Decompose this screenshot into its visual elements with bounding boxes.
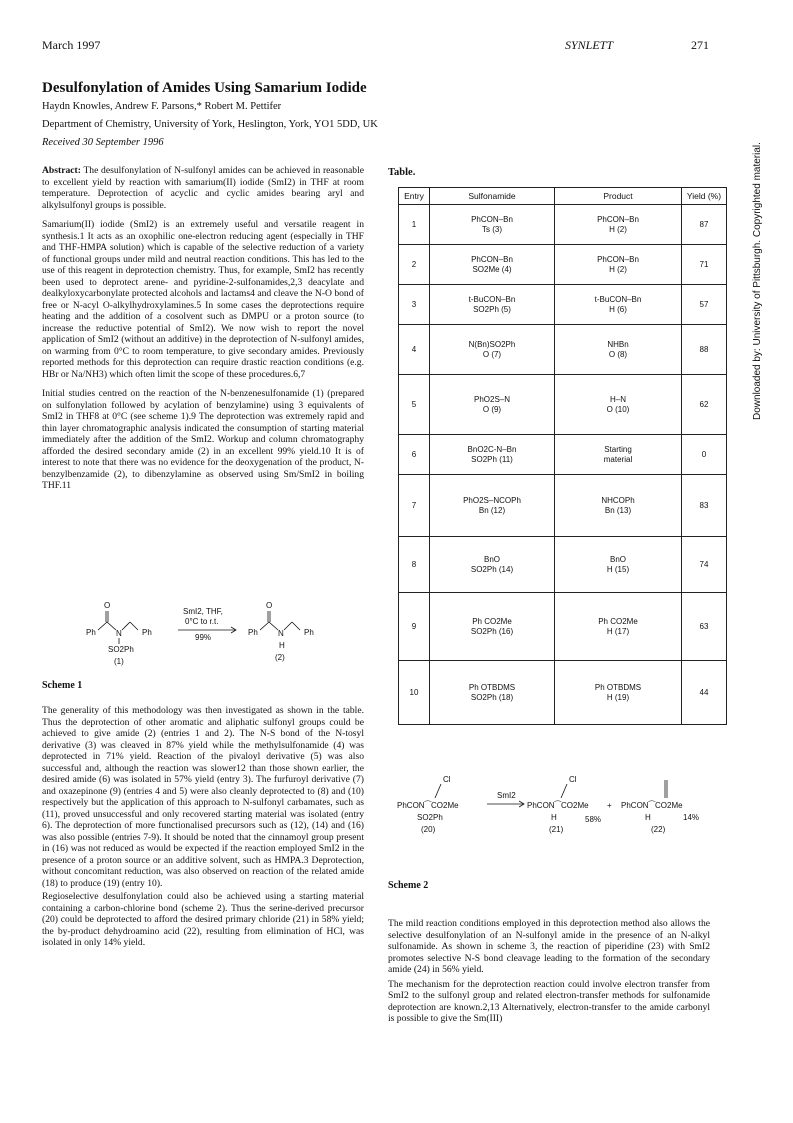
table-row xyxy=(399,537,727,593)
scheme2-right-label: (22) xyxy=(651,825,666,834)
structure-line: Bn (13) xyxy=(604,505,632,515)
structure-line: PhCON–Bn xyxy=(471,214,513,224)
structure-line: H (2) xyxy=(609,264,627,274)
scheme2-left-label: (20) xyxy=(421,825,436,834)
structure-line: N(Bn)SO2Ph xyxy=(468,339,516,349)
cell-sulfonamide xyxy=(430,475,555,537)
structure-line: PhCON–Bn xyxy=(597,214,639,224)
structure-line: H (19) xyxy=(606,692,630,702)
cell-entry: 1 xyxy=(399,205,430,245)
received-date: Received 30 September 1996 xyxy=(42,137,164,148)
scheme2-right: PhCON⁀CO2Me xyxy=(621,801,683,810)
header-journal: SYNLETT xyxy=(565,38,614,52)
cell-product xyxy=(555,475,682,537)
affiliation: Department of Chemistry, University of York, Heslington, York, YO1 5DD, UK xyxy=(42,119,378,130)
cell-yield: 88 xyxy=(682,325,727,375)
scheme1-ph: Ph xyxy=(86,628,96,637)
abstract-label: Abstract: xyxy=(42,165,81,176)
scheme2-mid-label: (21) xyxy=(549,825,564,834)
paragraph: Regioselective desulfonylation could also be achieved using a starting material containing a carbon-chlorine bond (scheme 2). Thus the serine-derived precursor (20) could be deprotected to afford the desired primary chloride (21) in 58% yield; the by-product dehydroamino acid (22), resulting from elimination of HCl, was isolated in only 14% yield. xyxy=(42,891,364,948)
table-row xyxy=(399,435,727,475)
structure-line: PhO2S–N xyxy=(473,394,511,404)
cell-entry: 10 xyxy=(399,661,430,725)
abstract xyxy=(42,165,364,211)
scheme2-reagent: SmI2 xyxy=(497,791,516,800)
header-page-number: 271 xyxy=(691,38,709,52)
cell-sulfonamide xyxy=(430,245,555,285)
structure-line: PhO2S–NCOPh xyxy=(463,495,521,505)
cell-yield: 44 xyxy=(682,661,727,725)
cell-entry: 8 xyxy=(399,537,430,593)
structure-line: SO2Ph (18) xyxy=(470,692,514,702)
cell-sulfonamide xyxy=(430,205,555,245)
scheme2-mid-yield: 58% xyxy=(585,815,602,824)
scheme-1-label: Scheme 1 xyxy=(42,680,83,691)
paragraph: The mechanism for the deprotection reaction could involve electron transfer from SmI2 to the sulfonyl group and related electron-transfer methods for sulfonamide deprotection are known.2,13 Alternatively, electron-transfer to the amide carbonyl is possible to give the Sm(III) xyxy=(388,978,710,1024)
scheme1-left-label: (1) xyxy=(114,657,124,666)
structure-line: t-BuCON–Bn xyxy=(468,294,516,304)
scheme1-n2: N xyxy=(278,629,284,638)
paragraph: Samarium(II) iodide (SmI2) is an extremely useful and versatile reagent in synthesis.1 It acts as an oxophilic one-electron reducing agent (especially in THF and THF-HMPA solution) which is capable of the selective reduction of a variety of functional groups under mild and neutral reaction conditions. This has led to the use of this reagent in deprotection chemistry. Thus, for example, SmI2 has recently been used to deprotect arene- and pyridine-2-sulfonamides,2,3 deacylate and dealkyloxycarbonylate protected alcohols and lactams4 and cleave the N-O bond of free or N-acyl O-alkylhydroxylamines.5 In some cases the deprotections require heating and the addition of a cosolvent such as DMPU or a proton source (to increase the reductive potential of SmI2). We now wish to report the novel application of SmI2 (without an additive) in the deprotection of N-sulfonyl amides, on warming from 0°C to room temperature, to give secondary amides. Previously reported methods for this deprotection can require drastic reaction conditions (e.g. HBr or Na/NH3) which often limit the scope of these procedures.6,7 xyxy=(42,219,364,380)
structure-line: O (10) xyxy=(606,404,630,414)
cell-yield: 83 xyxy=(682,475,727,537)
table-header-row xyxy=(399,188,727,205)
paragraph: The mild reaction conditions employed in this deprotection method also allows the selective desulfonylation of an N-sulfonyl amide in the presence of an N-alkyl sulfonamide. As shown in scheme 3, the reaction of piperidine (23) with SmI2 promotes selective N-S bond cleavage leading to the formation of the secondary amide (24) in 56% yield. xyxy=(388,918,710,975)
scheme2-left: PhCON⁀CO2Me xyxy=(397,801,459,810)
structure-line: SO2Ph (14) xyxy=(470,564,514,574)
structure-line: BnO xyxy=(609,554,626,564)
scheme1-condition: 0°C to r.t. xyxy=(185,617,219,626)
scheme1-ph2: Ph xyxy=(142,628,152,637)
structure-line: O (9) xyxy=(482,404,502,414)
col-header-product: Product xyxy=(555,188,682,205)
cell-product xyxy=(555,593,682,661)
cell-product xyxy=(555,661,682,725)
results-table xyxy=(398,187,727,725)
cell-entry: 3 xyxy=(399,285,430,325)
scheme1-n: N xyxy=(116,629,122,638)
header-date: March 1997 xyxy=(42,38,101,52)
structure-line: material xyxy=(603,454,633,464)
structure-line: t-BuCON–Bn xyxy=(594,294,642,304)
scheme2-mid: PhCON⁀CO2Me xyxy=(527,801,589,810)
structure-line: Starting xyxy=(604,444,632,454)
left-column-lower xyxy=(42,705,364,951)
structure-line: O (7) xyxy=(482,349,502,359)
scheme-2-diagram xyxy=(395,770,735,850)
cell-product xyxy=(555,375,682,435)
table-row xyxy=(399,661,727,725)
structure-line: SO2Ph (11) xyxy=(471,454,513,464)
cell-product xyxy=(555,245,682,285)
structure-line: H (15) xyxy=(606,564,630,574)
cell-yield: 71 xyxy=(682,245,727,285)
cell-yield: 87 xyxy=(682,205,727,245)
structure-line: BnO xyxy=(483,554,500,564)
cell-entry: 4 xyxy=(399,325,430,375)
structure-line: SO2Ph (5) xyxy=(473,304,511,314)
table-row xyxy=(399,245,727,285)
col-header-entry: Entry xyxy=(399,188,430,205)
scheme2-plus: + xyxy=(607,801,612,810)
cell-sulfonamide xyxy=(430,375,555,435)
scheme2-mid-sub: H xyxy=(551,813,557,822)
cell-product xyxy=(555,435,682,475)
scheme1-yield: 99% xyxy=(195,633,212,642)
structure-line: H (2) xyxy=(609,224,627,234)
cell-sulfonamide xyxy=(430,593,555,661)
right-column xyxy=(388,918,710,1028)
cell-product xyxy=(555,537,682,593)
scheme2-right-yield: 14% xyxy=(683,813,700,822)
paragraph: Initial studies centred on the reaction of the N-benzenesulfonamide (1) (prepared on sulfonylation followed by acylation of benzylamine) using 3 equivalents of SmI2 in THF8 at 0°C (see scheme 1).9 The deprotection was extremely rapid and thin layer chromatographic analysis indicated the consumption of starting material immediately after the addition of the SmI2. Workup and column chromatography afforded the desired secondary amide (2) in an excellent 99% yield.10 It is of interest to note that there was no evidence for the deoxygenation of the product, N-benzylbenzamide (2), to dibenzylamine as observed using Sm/SmI2 in boiling THF.11 xyxy=(42,388,364,491)
scheme1-ph4: Ph xyxy=(304,628,314,637)
scheme1-so2ph: SO2Ph xyxy=(108,645,134,654)
scheme-1-diagram xyxy=(60,600,360,675)
cell-sulfonamide xyxy=(430,661,555,725)
scheme2-cl2: Cl xyxy=(569,775,577,784)
cell-sulfonamide xyxy=(430,537,555,593)
cell-entry: 2 xyxy=(399,245,430,285)
structure-line: SO2Ph (16) xyxy=(470,626,514,636)
cell-sulfonamide xyxy=(430,435,555,475)
scheme1-reagent: SmI2, THF, xyxy=(183,607,223,616)
scheme2-right-sub: H xyxy=(645,813,651,822)
cell-entry: 9 xyxy=(399,593,430,661)
scheme1-ph3: Ph xyxy=(248,628,258,637)
structure-line: H (17) xyxy=(606,626,630,636)
cell-entry: 6 xyxy=(399,435,430,475)
table-row xyxy=(399,205,727,245)
abstract-text: The desulfonylation of N-sulfonyl amides can be achieved in reasonable to excellent yield by reaction with samarium(II) iodide (SmI2) in THF at room temperature. Deprotection of acyclic and cyclic amides bearing aryl and alkylsulfonyl groups is possible. xyxy=(42,165,364,211)
authors: Haydn Knowles, Andrew F. Parsons,* Robert M. Pettifer xyxy=(42,101,282,112)
cell-yield: 63 xyxy=(682,593,727,661)
table-row xyxy=(399,593,727,661)
left-column xyxy=(42,165,364,500)
structure-line: PhCON–Bn xyxy=(597,254,639,264)
scheme-2-label: Scheme 2 xyxy=(388,880,429,891)
cell-yield: 57 xyxy=(682,285,727,325)
scheme1-o: O xyxy=(104,601,111,610)
col-header-yield: Yield (%) xyxy=(682,188,727,205)
structure-line: H–N xyxy=(609,394,626,404)
col-header-sulfonamide: Sulfonamide xyxy=(430,188,555,205)
cell-sulfonamide xyxy=(430,285,555,325)
structure-line: Ph CO2Me xyxy=(598,616,638,626)
table-row xyxy=(399,375,727,435)
structure-line: PhCON–Bn xyxy=(471,254,513,264)
structure-line: Ph CO2Me xyxy=(472,616,512,626)
scheme2-left-sub: SO2Ph xyxy=(417,813,443,822)
structure-line: Ts (3) xyxy=(482,224,502,234)
structure-line: O (8) xyxy=(608,349,628,359)
scheme1-o2: O xyxy=(266,601,273,610)
scheme1-h: H xyxy=(279,641,285,650)
structure-line: NHCOPh xyxy=(601,495,635,505)
paragraph: The generality of this methodology was then investigated as shown in the table. Thus the deprotection of other aromatic and aliphatic sulfonyl groups could be achieved to give amide (2) (entries 1 and 2). The N-S bond of the N-tosyl derivative (3) was cleaved in 87% yield while the methylsulfonamide (4) was deprotected in 71% yield. Reaction of the pivaloyl derivative (5) was also successful and, although the reaction was slower12 than those shown earlier, the desired amide (6) was isolated in 57% yield (entry 3). The furfuroyl derivative (7) and oxazepinone (9) (entries 4 and 5) were also cleanly deprotected to (8) and (10) respectively but the application of this approach to N-sulfonyl carbamates, such as (11), proved unsuccessful and only recovered starting material was isolated (entry 6). The deprotection of more functionalised precursors such as (12), (14) and (16) was also possible (entries 7-9). It should be noted that the cinnamoyl group present in (16) was not reduced as would be expected if the reaction employed SmI2 in the presence of a proton source or an additive solvent, such as HMPA.3 Deprotection, without concomitant reduction, was also observed on reaction of the related amide (18) to produce (19) (entry 10). xyxy=(42,705,364,889)
cell-product xyxy=(555,325,682,375)
structure-line: NHBn xyxy=(607,339,629,349)
table-row xyxy=(399,285,727,325)
structure-line: H (6) xyxy=(609,304,627,314)
structure-line: BnO2C-N–Bn xyxy=(467,444,517,454)
cell-yield: 62 xyxy=(682,375,727,435)
cell-yield: 0 xyxy=(682,435,727,475)
structure-line: Ph OTBDMS xyxy=(468,682,516,692)
download-watermark: Downloaded by: University of Pittsburgh. Copyrighted material. xyxy=(752,142,763,420)
cell-product xyxy=(555,205,682,245)
cell-sulfonamide xyxy=(430,325,555,375)
cell-entry: 5 xyxy=(399,375,430,435)
cell-yield: 74 xyxy=(682,537,727,593)
scheme2-cl: Cl xyxy=(443,775,451,784)
table-label: Table. xyxy=(388,167,416,178)
cell-entry: 7 xyxy=(399,475,430,537)
structure-line: Bn (12) xyxy=(478,505,506,515)
scheme1-right-label: (2) xyxy=(275,653,285,662)
table-row xyxy=(399,475,727,537)
structure-line: Ph OTBDMS xyxy=(594,682,642,692)
structure-line: SO2Me (4) xyxy=(472,264,512,274)
cell-product xyxy=(555,285,682,325)
table-row xyxy=(399,325,727,375)
article-title: Desulfonylation of Amides Using Samarium Iodide xyxy=(42,80,367,96)
